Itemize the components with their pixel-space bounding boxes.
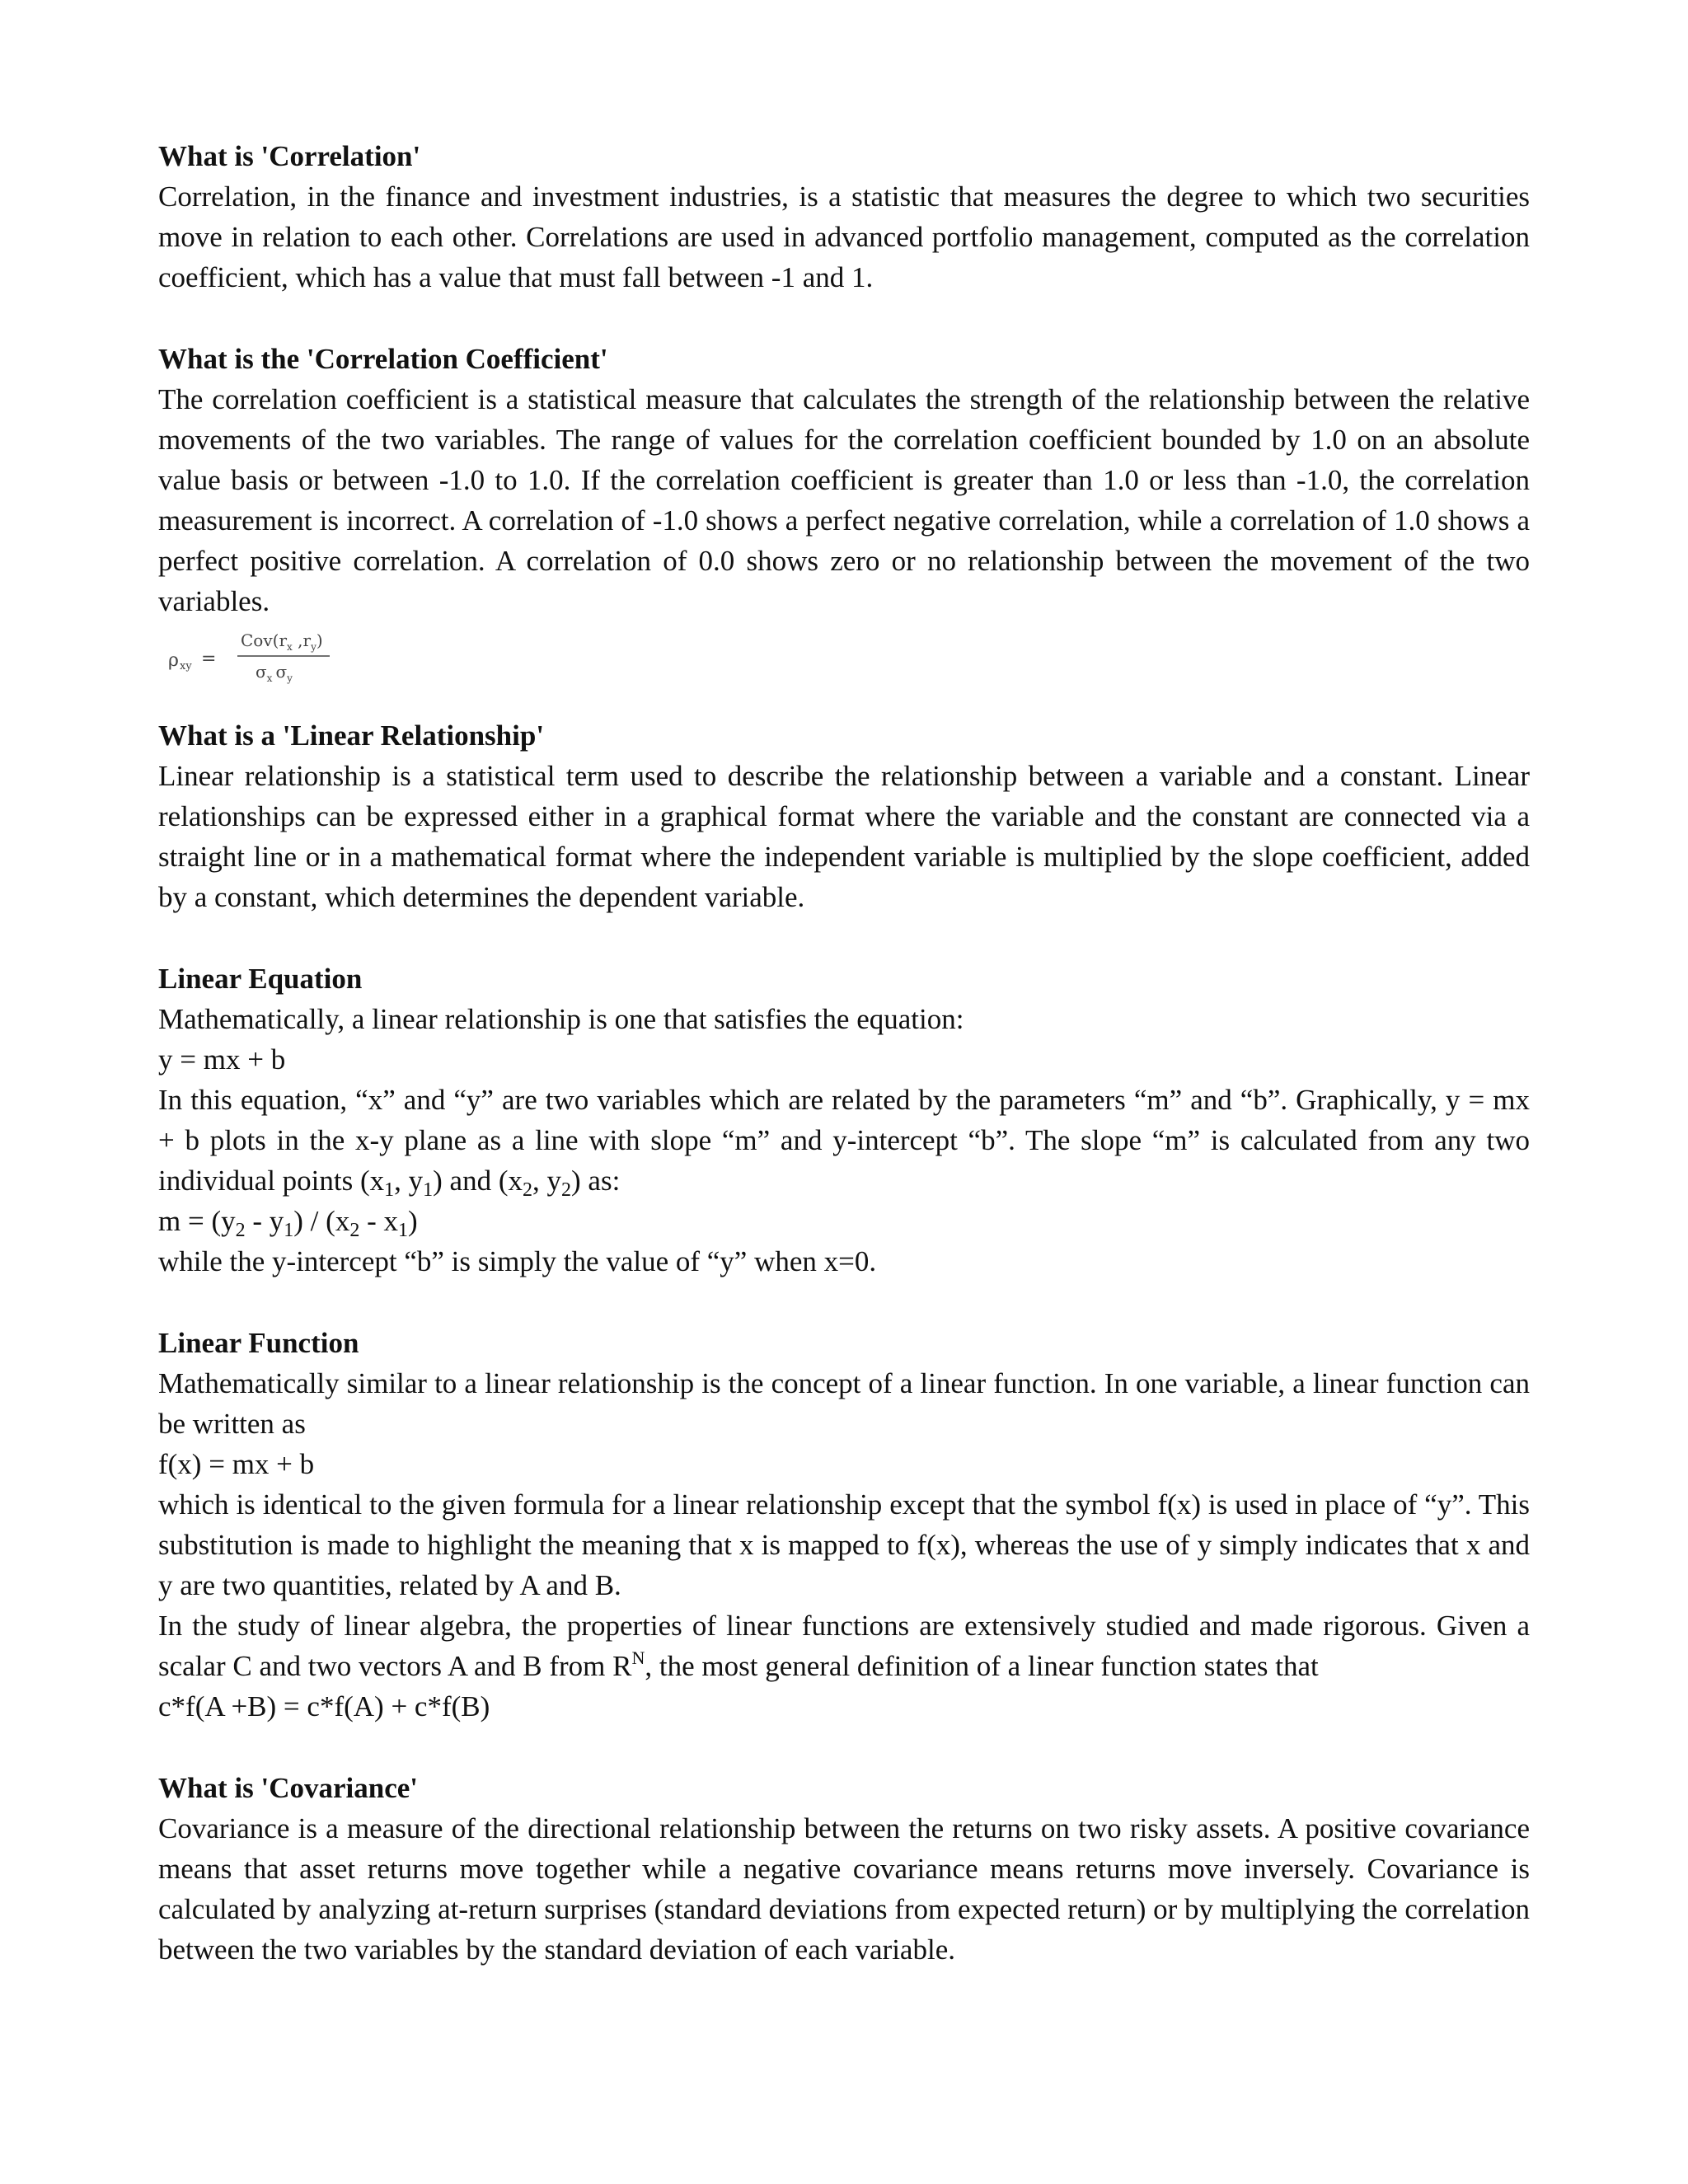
section-correlation-coefficient xyxy=(158,339,1530,689)
paragraph-correlation: Correlation, in the finance and investment industries, is a statistic that measures the degree to which two securities move in relation to each other. Correlations are used in advanced portfolio management, computed as the correlation coefficient, which has a value that must fall between -1 and 1. xyxy=(158,180,1530,293)
linear-function-final-equation: c*f(A +B) = c*f(A) + c*f(B) xyxy=(158,1690,490,1722)
section-linear-equation xyxy=(158,958,1530,1282)
section-correlation xyxy=(158,136,1530,298)
section-covariance xyxy=(158,1768,1530,1970)
formula-equals: = xyxy=(201,649,217,669)
linear-equation-explanation: In this equation, “x” and “y” are two variables which are related by the parameters “m” and “b”. Graphically, y = mx + b plots in the x-y plane as a line with slope “m” and y-intercept “b”. The slope “m” is calculated from any two individual points ($x_1$, $y_1$) and ($x_2$, $y_2$) as: xyxy=(158,1084,1530,1201)
slope-formula: $m = (y_2 - y_1) / (x_2 - x_1)$ xyxy=(158,1205,418,1241)
paragraph-correlation-coefficient: The correlation coefficient is a statistical measure that calculates the strength of the relationship between the relative movements of the two variables. The range of values for the correlation coefficient bounded by 1.0 on an absolute value basis or between -1.0 to 1.0. If the correlation coefficient is greater than 1.0 or less than -1.0, the correlation measurement is incorrect. A correlation of -1.0 shows a perfect negative correlation, while a correlation of 1.0 shows a perfect positive correlation. A correlation of 0.0 shows zero or no relationship between the movement of the two variables. xyxy=(158,383,1530,617)
linear-algebra-paragraph: In the study of linear algebra, the properties of linear functions are extensively studied and made rigorous. Given a scalar C and two vectors A and B from $R^N$, the most general definition of a linear function states that xyxy=(158,1610,1530,1682)
linear-function-explanation: which is identical to the given formula for a linear relationship except that the symbol f(x) is used in place of “y”. This substitution is made to highlight the meaning that x is mapped to f(x), whereas the use of y simply indicates that x and y are two quantities, related by A and B. xyxy=(158,1488,1530,1601)
correlation-formula-graphic xyxy=(166,623,496,689)
formula-rho-sub: xy xyxy=(180,660,192,673)
paragraph-linear-relationship: Linear relationship is a statistical term used to describe the relationship between a variable and a constant. Linear relationships can be expressed either in a graphical format where the variable and the constant are connected via a straight line or in a mathematical format where the independent variable is multiplied by the slope coefficient, added by a constant, which determines the dependent variable. xyxy=(158,760,1530,913)
paragraph-covariance: Covariance is a measure of the directional relationship between the returns on two risky assets. A positive covariance means that asset returns move together while a negative covariance means returns move inversely. Covariance is calculated by analyzing at-return surprises (standard deviations from expected return) or by multiplying the correlation between the two variables by the standard deviation of each variable. xyxy=(158,1812,1530,1966)
y-intercept-line: while the y-intercept “b” is simply the value of “y” when x=0. xyxy=(158,1245,877,1277)
formula-denominator: $\sigma_x$ $\sigma_y$ xyxy=(256,662,293,684)
heading-covariance: What is 'Covariance' xyxy=(158,1772,418,1804)
section-linear-relationship xyxy=(158,715,1530,917)
correlation-formula xyxy=(158,623,1530,689)
linear-function-formula: f(x) = mx + b xyxy=(158,1448,315,1480)
heading-linear-function: Linear Function xyxy=(158,1327,359,1359)
linear-function-intro: Mathematically similar to a linear relationship is the concept of a linear function. In one variable, a linear function can be written as xyxy=(158,1367,1530,1440)
heading-correlation: What is 'Correlation' xyxy=(158,140,421,172)
linear-equation-formula: y = mx + b xyxy=(158,1043,286,1076)
heading-linear-equation: Linear Equation xyxy=(158,963,363,995)
formula-numerator: $Cov(r_x$ $,r_y$) xyxy=(241,630,323,653)
formula-rho: ρ xyxy=(168,650,179,671)
section-linear-function xyxy=(158,1323,1530,1727)
heading-linear-relationship: What is a 'Linear Relationship' xyxy=(158,719,545,752)
linear-equation-intro: Mathematically, a linear relationship is one that satisfies the equation: xyxy=(158,1003,964,1035)
heading-correlation-coefficient: What is the 'Correlation Coefficient' xyxy=(158,343,608,375)
